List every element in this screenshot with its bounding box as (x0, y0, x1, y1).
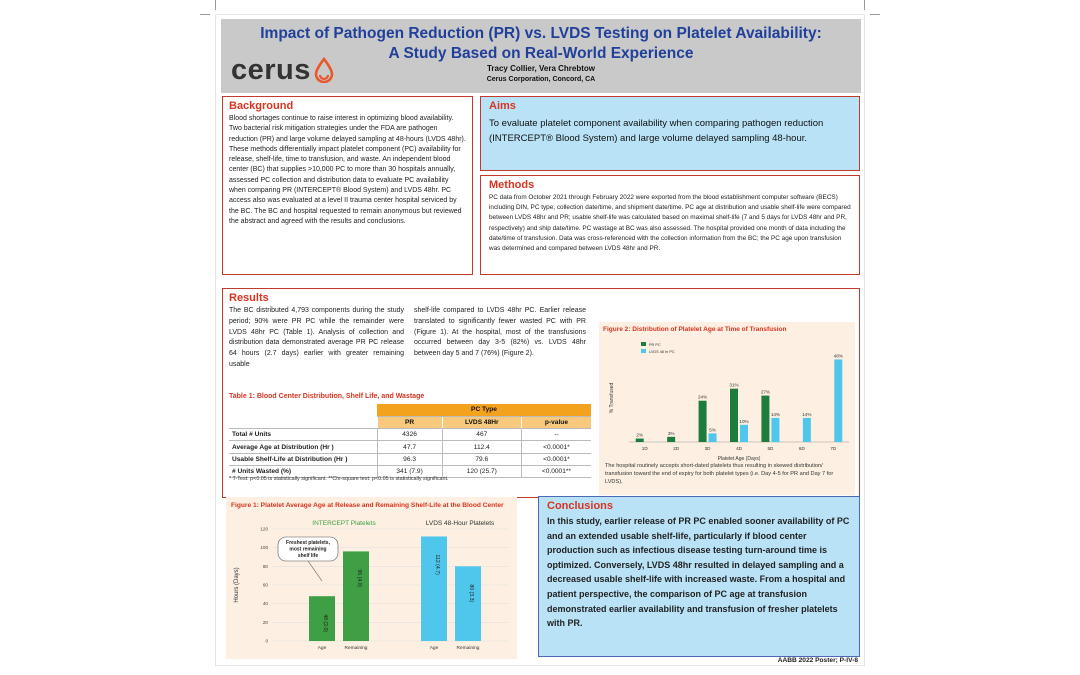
bar (455, 566, 481, 641)
table-group-header: PC Type (377, 404, 591, 416)
figure2-caption: The hospital routinely accepts short-dated platelets thus resulting in skewed distribution/ transfusion toward the end of expiry for both platelet types (i.e. Day 4-5 for PR and Day 7 for LVDS). (605, 463, 834, 486)
table-corner (229, 416, 377, 428)
figure1-chart (226, 519, 517, 659)
figure2-chart (599, 336, 855, 464)
y-tick-label: 100 (260, 545, 268, 551)
table-cell: 112.4 (442, 441, 521, 453)
table1-footnote: * T-Test: p<0.05 is statistically significant. **Chi-square test: p<0.05 is statistically significant. (229, 476, 449, 482)
conclusions-heading: Conclusions (547, 500, 614, 512)
bar-value-label: 112 (4.7) (434, 554, 440, 575)
y-axis-label: % Transfused (609, 382, 615, 414)
bar-pr-pc (636, 439, 644, 442)
x-tick-label: Remaining (344, 646, 368, 651)
row-label: # Units Wasted (%) (229, 465, 377, 477)
y-tick-label: 60 (262, 582, 268, 588)
x-tick-label: Age (429, 646, 439, 651)
legend-swatch (641, 342, 646, 346)
y-tick-label: 120 (260, 526, 268, 532)
x-tick-label: 1D (641, 446, 648, 451)
authors: Tracy Collier, Vera Chrebtow (486, 64, 596, 73)
crop-mark (215, 0, 216, 10)
table-cell: 96.3 (377, 453, 442, 465)
aims-heading: Aims (489, 100, 516, 112)
table-cell: 47.7 (377, 441, 442, 453)
data-label: 27% (760, 389, 771, 395)
y-axis-label: Hours (Days) (234, 567, 240, 603)
col-header: PR (377, 416, 442, 428)
conclusions-text: In this study, earlier release of PR PC enabled sooner availability of PC and an extended usable shelf-life, particularly if blood center production such as infectious disease testing turn-around time is optimized. Conversely, LVDS 48hr resulted in delayed sampling and a decreased usable shelf-life with increased waste. From a hospital and patient perspective, the comparison of PC age at transfusion demonstrated earlier availability and transfusion of fresher platelets with PR. (547, 516, 850, 629)
callout-text: shelf life (297, 553, 319, 559)
bar-value-label: 96 (4.0) (356, 569, 362, 588)
x-axis-label: Platelet Age (Days) (717, 456, 761, 462)
bar-pr-pc (699, 401, 707, 442)
table-row (229, 429, 591, 441)
col-header: LVDS 48Hr (442, 416, 521, 428)
row-label: Average Age at Distribution (Hr ) (229, 441, 377, 453)
background-section (222, 96, 473, 275)
bar (343, 551, 369, 641)
bar (421, 536, 447, 641)
data-label: 48% (833, 353, 843, 359)
data-label: 14% (770, 411, 781, 417)
bar-lvds-48-hr-pc (709, 433, 717, 442)
table-cell: 79.6 (442, 453, 521, 465)
results-col-1: The BC distributed 4,793 components during the study period; 90% were PR PC while the remainder were LVDS 48hr PC (Table 1). Analysis of collection and distribution data demonstrated average PR PC release 64 hours (2.7 days) earlier with greater remaining usable (229, 307, 404, 368)
bar-lvds-48-hr-pc (834, 359, 842, 442)
callout-text: most remaining (289, 546, 327, 553)
table-header-row (229, 404, 591, 416)
drop-icon (313, 57, 335, 83)
data-label: 3% (667, 430, 675, 436)
row-label: Usable Shelf-Life at Distribution (Hr ) (229, 453, 377, 465)
table-corner (229, 404, 377, 416)
data-label: 2% (636, 432, 644, 438)
table-cell: 341 (7.9) (377, 465, 442, 477)
methods-heading: Methods (489, 179, 535, 191)
panel-title-intercept: INTERCEPT Platelets (312, 520, 376, 527)
table1 (229, 404, 591, 478)
bar-value-label: 80 (3.3) (468, 584, 474, 603)
affiliation: Cerus Corporation, Concord, CA (486, 76, 596, 83)
bar-value-label: 48 (2.0) (322, 614, 328, 633)
callout-text: Freshest platelets, (286, 540, 330, 546)
methods-text: PC data from October 2021 through February 2022 were exported from the blood establishment computer software (BECS) including DIN, PC type, collection date/time, and shipment date/time. PC age at distribution and usable shelf-life were compared between LVDS 48hr and PR; usable shelf-life was calculated based on maximal shelf-life (7 and 5 days for LVDS 48hr and PR, respectively) and ship date/time. PC wastage at BC was also assessed. The hospital provided one month of data including the date/time of transfusion. Data was cross-referenced with the collection information from the BC; the PC age upon transfusion was determined and compared between LVDS 48hr and PR. (489, 194, 851, 253)
col-header: p-value (521, 416, 591, 428)
callout-pointer (308, 561, 322, 581)
data-label: 5% (709, 427, 716, 433)
y-tick-label: 40 (262, 601, 268, 607)
cerus-logo (231, 55, 335, 85)
background-text: Blood shortages continue to raise interest in optimizing blood availability. Two bacterial risk mitigation strategies under the FDA are pathogen reduction (PR) and large volume delayed sampling at 48-hours (LVDS 48hr). These methods differentially impact platelet component (PC) availability for release, shelf-life, time to transfusion, and waste. An independent blood center (BC) that supplies >10,000 PC to more than 30 hospitals annually, assessed PC collection and distribution data to evaluate PC availability when comparing PR (INTERCEPT® Blood System) and LVDS 48hr. PC access also was evaluated at a level II trauma center hospital serviced by the BC. The BC and hospital requested to remain anonymous but reviewed the abstract and agreed with the results and conclusions. (229, 115, 466, 225)
x-tick-label: 6D (798, 446, 805, 451)
figure1 (226, 497, 517, 659)
row-label: Total # Units (229, 429, 377, 441)
figure1-title: Figure 1: Platelet Average Age at Release and Remaining Shelf-Life at the Blood Center (231, 502, 504, 509)
legend-label: LVDS 48 hr PC (649, 350, 675, 354)
x-tick-label: 3D (704, 446, 711, 451)
x-tick-label: 5D (767, 446, 774, 451)
title-line-2: A Study Based on Real-World Experience (388, 45, 694, 62)
table-cell: 120 (25.7) (442, 465, 521, 477)
results-col-2: shelf-life compared to LVDS 48hr PC. Earlier release translated to significantly fewer wasted PC with PR (Figure 1). At the hospital, most of the transfusions occurred between day 3-5 (82%) vs. LVDS 48hr between day 5 and 7 (76%) (Figure 2). (414, 307, 586, 358)
legend-swatch (641, 349, 646, 353)
x-tick-label: 4D (736, 446, 742, 451)
poster-header (221, 19, 861, 93)
results-heading: Results (229, 292, 269, 304)
bar-pr-pc (761, 396, 769, 442)
panel-title-lvds: LVDS 48-Hour Platelets (425, 520, 495, 527)
background-heading: Background (229, 100, 294, 112)
crop-mark (200, 14, 210, 15)
poster-footer: AABB 2022 Poster; P-IV-8 (777, 657, 858, 664)
data-label: 14% (802, 411, 812, 417)
figure2 (599, 322, 855, 495)
figure2-title: Figure 2: Distribution of Platelet Age at Time of Transfusion (603, 326, 787, 333)
bar-pr-pc (667, 437, 675, 442)
methods-section (480, 175, 860, 275)
crop-mark (870, 14, 880, 15)
x-tick-label: 7D (830, 446, 837, 451)
x-tick-label: Remaining (456, 646, 480, 651)
table-cell: 4326 (377, 429, 442, 441)
poster (215, 14, 865, 666)
table-cell: <0.0001* (521, 441, 591, 453)
x-tick-label: Age (317, 646, 327, 651)
legend-label: PR PC (649, 343, 661, 347)
table1-title: Table 1: Blood Center Distribution, Shelf Life, and Wastage (229, 393, 425, 400)
title-line-1: Impact of Pathogen Reduction (PR) vs. LVDS Testing on Platelet Availability: (260, 25, 822, 42)
table-cell: -- (521, 429, 591, 441)
y-tick-label: 20 (262, 619, 268, 625)
conclusions-section (538, 496, 860, 657)
data-label: 10% (739, 418, 749, 424)
x-tick-label: 2D (673, 446, 680, 451)
aims-text: To evaluate platelet component availability when comparing pathogen reduction (INTERCEPT® Blood System) and large volume delayed sampling 48-hour. (489, 118, 824, 144)
table-row (229, 453, 591, 465)
table-cell: 467 (442, 429, 521, 441)
bar-lvds-48-hr-pc (771, 418, 779, 442)
logo-text: cerus (231, 54, 311, 86)
table-cell: <0.0001** (521, 465, 591, 477)
bar-pr-pc (730, 389, 738, 442)
aims-section (480, 96, 860, 171)
bar-lvds-48-hr-pc (740, 425, 748, 442)
y-tick-label: 0 (265, 638, 268, 644)
data-label: 31% (729, 382, 739, 388)
results-section (222, 288, 860, 498)
table-subheader-row (229, 416, 591, 428)
crop-mark (864, 0, 865, 10)
bar-lvds-48-hr-pc (803, 418, 811, 442)
data-label: 24% (697, 394, 708, 400)
table-row (229, 441, 591, 453)
y-tick-label: 80 (262, 563, 268, 569)
table-cell: <0.0001* (521, 453, 591, 465)
